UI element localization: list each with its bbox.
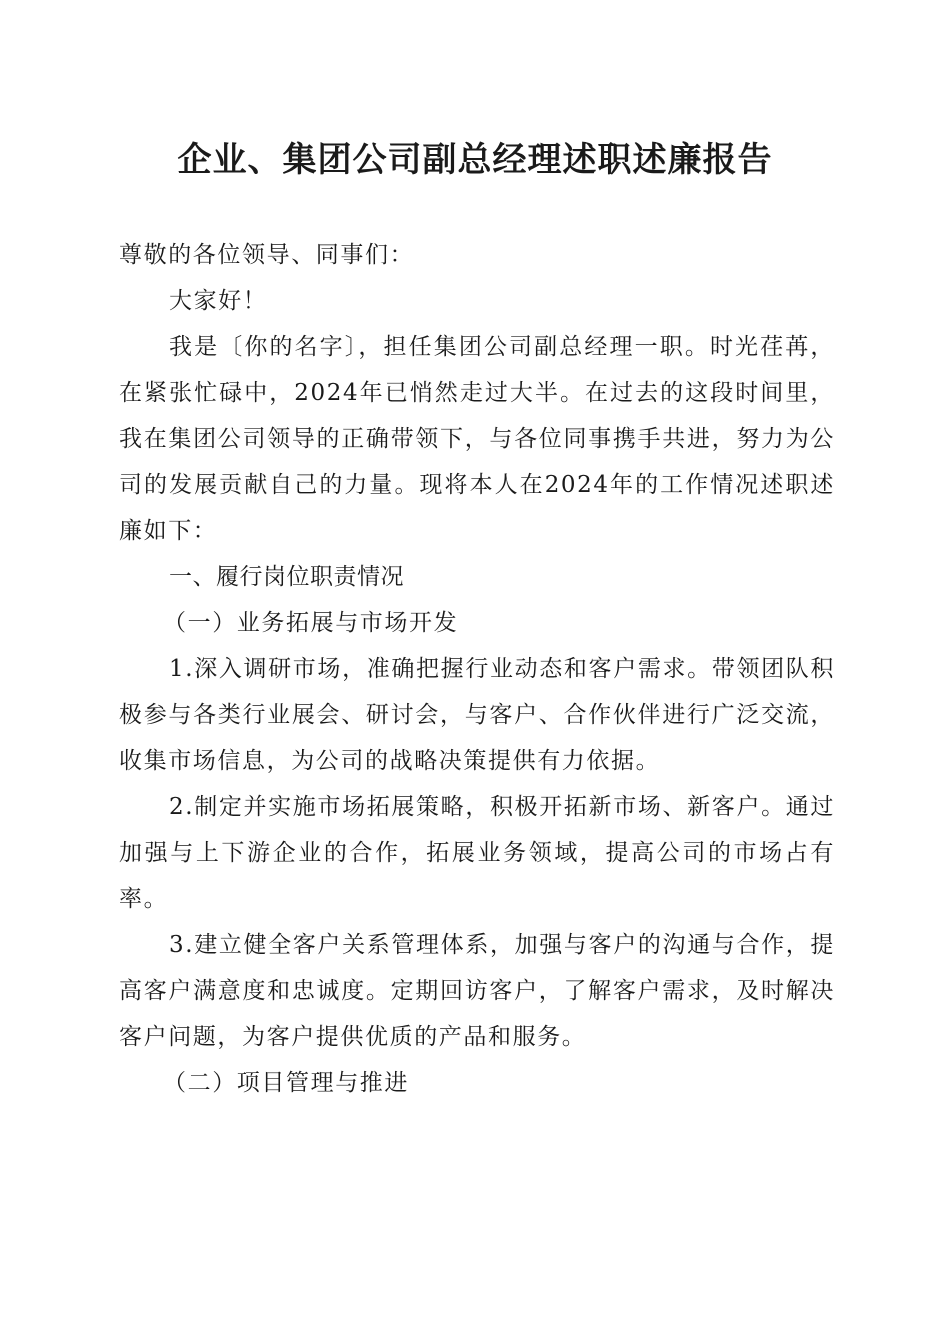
subsection-heading-1: （一）业务拓展与市场开发 [163, 610, 459, 636]
section-heading-1: 一、履行岗位职责情况 [169, 564, 404, 590]
intro-paragraph: 我是〔你的名字〕，担任集团公司副总经理一职。时光荏苒，在紧张忙碌中，2024年已悄然走过大半。在过去的这段时间里，我在集团公司领导的正确带领下，与各位同事携手共进，努力为公司的发展贡献自己的力量。现将本人在2024年的工作情况述职述廉如下： [119, 334, 835, 544]
salutation: 尊敬的各位领导、同事们： [119, 242, 415, 268]
list-item: 2.制定并实施市场拓展策略，积极开拓新市场、新客户。通过加强与上下游企业的合作，拓展业务领域，提高公司的市场占有率。 [119, 794, 835, 912]
list-item: 3.建立健全客户关系管理体系，加强与客户的沟通与合作，提高客户满意度和忠诚度。定期回访客户，了解客户需求，及时解决客户问题，为客户提供优质的产品和服务。 [119, 932, 835, 1050]
greeting: 大家好！ [169, 288, 268, 314]
list-item: 1.深入调研市场，准确把握行业动态和客户需求。带领团队积极参与各类行业展会、研讨会，与客户、合作伙伴进行广泛交流，收集市场信息，为公司的战略决策提供有力依据。 [119, 656, 835, 774]
subsection-heading-2: （二）项目管理与推进 [163, 1070, 409, 1096]
document-body [119, 232, 835, 1106]
document-title: 企业、集团公司副总经理述职述廉报告 [177, 140, 773, 180]
